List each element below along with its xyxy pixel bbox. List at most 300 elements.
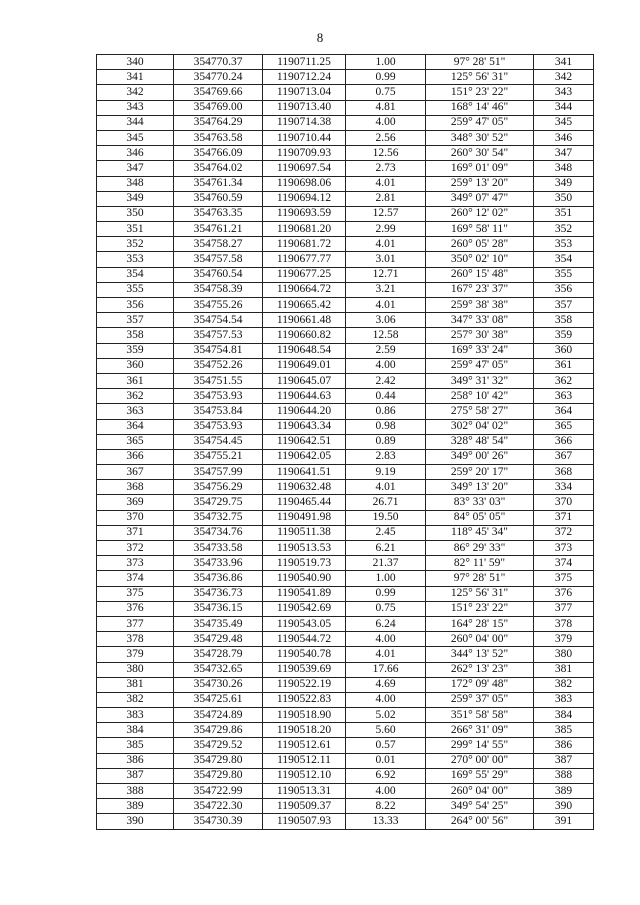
distance-cell: 21.37 <box>346 556 426 571</box>
y-coordinate-cell: 1190542.69 <box>263 601 346 616</box>
bearing-cell: 349° 54' 25" <box>426 799 534 814</box>
x-coordinate-cell: 354761.34 <box>174 176 263 191</box>
table-row <box>97 282 594 297</box>
y-coordinate-cell: 1190649.01 <box>263 358 346 373</box>
point-from-cell: 346 <box>97 146 174 161</box>
point-to-cell: 381 <box>534 662 594 677</box>
x-coordinate-cell: 354758.39 <box>174 282 263 297</box>
bearing-cell: 270° 00' 00" <box>426 753 534 768</box>
x-coordinate-cell: 354733.58 <box>174 541 263 556</box>
bearing-cell: 275° 58' 27" <box>426 404 534 419</box>
table-row <box>97 753 594 768</box>
point-from-cell: 388 <box>97 784 174 799</box>
point-from-cell: 348 <box>97 176 174 191</box>
bearing-cell: 351° 58' 58" <box>426 708 534 723</box>
point-from-cell: 390 <box>97 814 174 829</box>
table-row <box>97 662 594 677</box>
point-to-cell: 371 <box>534 510 594 525</box>
bearing-cell: 125° 56' 31" <box>426 70 534 85</box>
point-from-cell: 340 <box>97 55 174 70</box>
x-coordinate-cell: 354729.52 <box>174 738 263 753</box>
point-to-cell: 346 <box>534 130 594 145</box>
point-to-cell: 382 <box>534 677 594 692</box>
table-row <box>97 571 594 586</box>
distance-cell: 2.81 <box>346 191 426 206</box>
distance-cell: 19.50 <box>346 510 426 525</box>
x-coordinate-cell: 354753.93 <box>174 389 263 404</box>
table-row <box>97 692 594 707</box>
point-to-cell: 359 <box>534 328 594 343</box>
y-coordinate-cell: 1190664.72 <box>263 282 346 297</box>
x-coordinate-cell: 354769.00 <box>174 100 263 115</box>
x-coordinate-cell: 354760.59 <box>174 191 263 206</box>
y-coordinate-cell: 1190512.61 <box>263 738 346 753</box>
x-coordinate-cell: 354732.65 <box>174 662 263 677</box>
y-coordinate-cell: 1190642.51 <box>263 434 346 449</box>
distance-cell: 4.01 <box>346 237 426 252</box>
bearing-cell: 260° 05' 28" <box>426 237 534 252</box>
point-to-cell: 341 <box>534 55 594 70</box>
table-row <box>97 449 594 464</box>
y-coordinate-cell: 1190709.93 <box>263 146 346 161</box>
bearing-cell: 169° 55' 29" <box>426 768 534 783</box>
table-row <box>97 799 594 814</box>
table-row <box>97 313 594 328</box>
point-from-cell: 380 <box>97 662 174 677</box>
distance-cell: 6.24 <box>346 616 426 631</box>
y-coordinate-cell: 1190681.20 <box>263 222 346 237</box>
y-coordinate-cell: 1190660.82 <box>263 328 346 343</box>
point-from-cell: 382 <box>97 692 174 707</box>
bearing-cell: 348° 30' 52" <box>426 130 534 145</box>
y-coordinate-cell: 1190522.19 <box>263 677 346 692</box>
point-to-cell: 380 <box>534 647 594 662</box>
point-to-cell: 356 <box>534 282 594 297</box>
bearing-cell: 118° 45' 34" <box>426 525 534 540</box>
bearing-cell: 167° 23' 37" <box>426 282 534 297</box>
table-row <box>97 343 594 358</box>
bearing-cell: 169° 58' 11" <box>426 222 534 237</box>
bearing-cell: 125° 56' 31" <box>426 586 534 601</box>
table-row <box>97 130 594 145</box>
x-coordinate-cell: 354755.26 <box>174 298 263 313</box>
distance-cell: 4.01 <box>346 480 426 495</box>
point-to-cell: 344 <box>534 100 594 115</box>
distance-cell: 0.89 <box>346 434 426 449</box>
y-coordinate-cell: 1190539.69 <box>263 662 346 677</box>
y-coordinate-cell: 1190541.89 <box>263 586 346 601</box>
table-row <box>97 738 594 753</box>
distance-cell: 4.00 <box>346 632 426 647</box>
point-to-cell: 389 <box>534 784 594 799</box>
point-to-cell: 365 <box>534 419 594 434</box>
y-coordinate-cell: 1190544.72 <box>263 632 346 647</box>
table-row <box>97 784 594 799</box>
point-to-cell: 358 <box>534 313 594 328</box>
y-coordinate-cell: 1190465.44 <box>263 495 346 510</box>
y-coordinate-cell: 1190513.53 <box>263 541 346 556</box>
table-row <box>97 586 594 601</box>
bearing-cell: 83° 33' 03" <box>426 495 534 510</box>
y-coordinate-cell: 1190518.90 <box>263 708 346 723</box>
y-coordinate-cell: 1190665.42 <box>263 298 346 313</box>
y-coordinate-cell: 1190644.20 <box>263 404 346 419</box>
bearing-cell: 349° 31' 32" <box>426 373 534 388</box>
point-to-cell: 355 <box>534 267 594 282</box>
table-row <box>97 328 594 343</box>
point-from-cell: 364 <box>97 419 174 434</box>
y-coordinate-cell: 1190677.77 <box>263 252 346 267</box>
point-to-cell: 334 <box>534 480 594 495</box>
distance-cell: 2.42 <box>346 373 426 388</box>
distance-cell: 12.57 <box>346 206 426 221</box>
distance-cell: 0.75 <box>346 85 426 100</box>
point-to-cell: 383 <box>534 692 594 707</box>
x-coordinate-cell: 354763.58 <box>174 130 263 145</box>
point-from-cell: 369 <box>97 495 174 510</box>
table-row <box>97 176 594 191</box>
point-to-cell: 387 <box>534 753 594 768</box>
point-to-cell: 348 <box>534 161 594 176</box>
distance-cell: 26.71 <box>346 495 426 510</box>
y-coordinate-cell: 1190694.12 <box>263 191 346 206</box>
table-row <box>97 298 594 313</box>
bearing-cell: 264° 00' 56" <box>426 814 534 829</box>
point-from-cell: 372 <box>97 541 174 556</box>
distance-cell: 0.44 <box>346 389 426 404</box>
point-from-cell: 386 <box>97 753 174 768</box>
y-coordinate-cell: 1190643.34 <box>263 419 346 434</box>
distance-cell: 0.01 <box>346 753 426 768</box>
bearing-cell: 151° 23' 22" <box>426 601 534 616</box>
distance-cell: 0.57 <box>346 738 426 753</box>
distance-cell: 5.60 <box>346 723 426 738</box>
distance-cell: 4.01 <box>346 298 426 313</box>
distance-cell: 4.81 <box>346 100 426 115</box>
table-row <box>97 191 594 206</box>
y-coordinate-cell: 1190661.48 <box>263 313 346 328</box>
table-row <box>97 541 594 556</box>
point-from-cell: 361 <box>97 373 174 388</box>
table-row <box>97 480 594 495</box>
table-row <box>97 525 594 540</box>
distance-cell: 13.33 <box>346 814 426 829</box>
x-coordinate-cell: 354752.26 <box>174 358 263 373</box>
point-from-cell: 377 <box>97 616 174 631</box>
y-coordinate-cell: 1190645.07 <box>263 373 346 388</box>
table-body <box>97 55 594 830</box>
point-from-cell: 355 <box>97 282 174 297</box>
bearing-cell: 97° 28' 51" <box>426 571 534 586</box>
x-coordinate-cell: 354722.30 <box>174 799 263 814</box>
distance-cell: 2.73 <box>346 161 426 176</box>
x-coordinate-cell: 354756.29 <box>174 480 263 495</box>
x-coordinate-cell: 354735.49 <box>174 616 263 631</box>
point-from-cell: 354 <box>97 267 174 282</box>
point-to-cell: 374 <box>534 556 594 571</box>
table-row <box>97 373 594 388</box>
point-to-cell: 378 <box>534 616 594 631</box>
table-row <box>97 434 594 449</box>
point-from-cell: 366 <box>97 449 174 464</box>
bearing-cell: 350° 02' 10" <box>426 252 534 267</box>
point-from-cell: 347 <box>97 161 174 176</box>
point-to-cell: 377 <box>534 601 594 616</box>
distance-cell: 2.83 <box>346 449 426 464</box>
y-coordinate-cell: 1190507.93 <box>263 814 346 829</box>
point-from-cell: 371 <box>97 525 174 540</box>
distance-cell: 17.66 <box>346 662 426 677</box>
point-from-cell: 358 <box>97 328 174 343</box>
bearing-cell: 164° 28' 15" <box>426 616 534 631</box>
point-to-cell: 364 <box>534 404 594 419</box>
point-to-cell: 385 <box>534 723 594 738</box>
point-to-cell: 368 <box>534 465 594 480</box>
table-row <box>97 161 594 176</box>
point-from-cell: 357 <box>97 313 174 328</box>
bearing-cell: 151° 23' 22" <box>426 85 534 100</box>
bearing-cell: 84° 05' 05" <box>426 510 534 525</box>
table-row <box>97 237 594 252</box>
table-row <box>97 677 594 692</box>
x-coordinate-cell: 354729.80 <box>174 768 263 783</box>
table-row <box>97 252 594 267</box>
point-from-cell: 343 <box>97 100 174 115</box>
y-coordinate-cell: 1190714.38 <box>263 115 346 130</box>
point-to-cell: 367 <box>534 449 594 464</box>
point-to-cell: 388 <box>534 768 594 783</box>
y-coordinate-cell: 1190511.38 <box>263 525 346 540</box>
table-row <box>97 100 594 115</box>
distance-cell: 0.98 <box>346 419 426 434</box>
distance-cell: 0.99 <box>346 586 426 601</box>
table-row <box>97 601 594 616</box>
point-from-cell: 342 <box>97 85 174 100</box>
x-coordinate-cell: 354734.76 <box>174 525 263 540</box>
distance-cell: 4.00 <box>346 358 426 373</box>
point-to-cell: 373 <box>534 541 594 556</box>
bearing-cell: 97° 28' 51" <box>426 55 534 70</box>
y-coordinate-cell: 1190632.48 <box>263 480 346 495</box>
distance-cell: 1.00 <box>346 55 426 70</box>
y-coordinate-cell: 1190518.20 <box>263 723 346 738</box>
y-coordinate-cell: 1190681.72 <box>263 237 346 252</box>
y-coordinate-cell: 1190712.24 <box>263 70 346 85</box>
x-coordinate-cell: 354724.89 <box>174 708 263 723</box>
bearing-cell: 260° 15' 48" <box>426 267 534 282</box>
y-coordinate-cell: 1190491.98 <box>263 510 346 525</box>
point-from-cell: 360 <box>97 358 174 373</box>
point-from-cell: 373 <box>97 556 174 571</box>
bearing-cell: 344° 13' 52" <box>426 647 534 662</box>
distance-cell: 3.06 <box>346 313 426 328</box>
bearing-cell: 349° 13' 20" <box>426 480 534 495</box>
bearing-cell: 347° 33' 08" <box>426 313 534 328</box>
point-from-cell: 363 <box>97 404 174 419</box>
bearing-cell: 259° 38' 38" <box>426 298 534 313</box>
page-number: 8 <box>316 30 324 45</box>
distance-cell: 0.75 <box>346 601 426 616</box>
point-from-cell: 341 <box>97 70 174 85</box>
distance-cell: 0.86 <box>346 404 426 419</box>
x-coordinate-cell: 354730.26 <box>174 677 263 692</box>
x-coordinate-cell: 354754.54 <box>174 313 263 328</box>
point-from-cell: 383 <box>97 708 174 723</box>
point-to-cell: 354 <box>534 252 594 267</box>
table-row <box>97 222 594 237</box>
y-coordinate-cell: 1190512.11 <box>263 753 346 768</box>
x-coordinate-cell: 354769.66 <box>174 85 263 100</box>
x-coordinate-cell: 354728.79 <box>174 647 263 662</box>
point-from-cell: 381 <box>97 677 174 692</box>
table-row <box>97 70 594 85</box>
x-coordinate-cell: 354722.99 <box>174 784 263 799</box>
table-row <box>97 632 594 647</box>
point-from-cell: 345 <box>97 130 174 145</box>
y-coordinate-cell: 1190519.73 <box>263 556 346 571</box>
bearing-cell: 86° 29' 33" <box>426 541 534 556</box>
point-from-cell: 375 <box>97 586 174 601</box>
table-row <box>97 465 594 480</box>
point-from-cell: 350 <box>97 206 174 221</box>
point-to-cell: 350 <box>534 191 594 206</box>
distance-cell: 4.01 <box>346 647 426 662</box>
point-to-cell: 361 <box>534 358 594 373</box>
point-from-cell: 370 <box>97 510 174 525</box>
point-from-cell: 359 <box>97 343 174 358</box>
coordinates-table <box>96 54 594 830</box>
x-coordinate-cell: 354753.84 <box>174 404 263 419</box>
point-from-cell: 379 <box>97 647 174 662</box>
distance-cell: 9.19 <box>346 465 426 480</box>
point-from-cell: 374 <box>97 571 174 586</box>
y-coordinate-cell: 1190711.25 <box>263 55 346 70</box>
y-coordinate-cell: 1190540.78 <box>263 647 346 662</box>
point-to-cell: 353 <box>534 237 594 252</box>
point-from-cell: 362 <box>97 389 174 404</box>
table-row <box>97 115 594 130</box>
table-row <box>97 419 594 434</box>
bearing-cell: 259° 47' 05" <box>426 358 534 373</box>
x-coordinate-cell: 354754.45 <box>174 434 263 449</box>
table-row <box>97 556 594 571</box>
table-row <box>97 510 594 525</box>
point-from-cell: 384 <box>97 723 174 738</box>
bearing-cell: 302° 04' 02" <box>426 419 534 434</box>
distance-cell: 8.22 <box>346 799 426 814</box>
x-coordinate-cell: 354761.21 <box>174 222 263 237</box>
distance-cell: 0.99 <box>346 70 426 85</box>
point-to-cell: 351 <box>534 206 594 221</box>
bearing-cell: 82° 11' 59" <box>426 556 534 571</box>
point-to-cell: 379 <box>534 632 594 647</box>
x-coordinate-cell: 354770.37 <box>174 55 263 70</box>
x-coordinate-cell: 354736.86 <box>174 571 263 586</box>
distance-cell: 4.01 <box>346 176 426 191</box>
point-to-cell: 363 <box>534 389 594 404</box>
distance-cell: 3.21 <box>346 282 426 297</box>
distance-cell: 4.00 <box>346 692 426 707</box>
x-coordinate-cell: 354757.53 <box>174 328 263 343</box>
bearing-cell: 299° 14' 55" <box>426 738 534 753</box>
point-to-cell: 366 <box>534 434 594 449</box>
bearing-cell: 169° 01' 09" <box>426 161 534 176</box>
point-to-cell: 343 <box>534 85 594 100</box>
x-coordinate-cell: 354760.54 <box>174 267 263 282</box>
point-from-cell: 378 <box>97 632 174 647</box>
point-to-cell: 349 <box>534 176 594 191</box>
point-to-cell: 390 <box>534 799 594 814</box>
bearing-cell: 257° 30' 38" <box>426 328 534 343</box>
bearing-cell: 349° 07' 47" <box>426 191 534 206</box>
bearing-cell: 260° 12' 02" <box>426 206 534 221</box>
distance-cell: 12.58 <box>346 328 426 343</box>
x-coordinate-cell: 354755.21 <box>174 449 263 464</box>
distance-cell: 4.00 <box>346 784 426 799</box>
distance-cell: 4.00 <box>346 115 426 130</box>
point-to-cell: 347 <box>534 146 594 161</box>
bearing-cell: 258° 10' 42" <box>426 389 534 404</box>
point-to-cell: 370 <box>534 495 594 510</box>
x-coordinate-cell: 354763.35 <box>174 206 263 221</box>
distance-cell: 2.59 <box>346 343 426 358</box>
point-from-cell: 389 <box>97 799 174 814</box>
x-coordinate-cell: 354770.24 <box>174 70 263 85</box>
y-coordinate-cell: 1190522.83 <box>263 692 346 707</box>
table-row <box>97 404 594 419</box>
x-coordinate-cell: 354758.27 <box>174 237 263 252</box>
point-to-cell: 372 <box>534 525 594 540</box>
table-row <box>97 146 594 161</box>
x-coordinate-cell: 354733.96 <box>174 556 263 571</box>
x-coordinate-cell: 354730.39 <box>174 814 263 829</box>
x-coordinate-cell: 354732.75 <box>174 510 263 525</box>
distance-cell: 12.71 <box>346 267 426 282</box>
x-coordinate-cell: 354736.73 <box>174 586 263 601</box>
y-coordinate-cell: 1190713.04 <box>263 85 346 100</box>
point-to-cell: 360 <box>534 343 594 358</box>
table-row <box>97 55 594 70</box>
point-from-cell: 368 <box>97 480 174 495</box>
bearing-cell: 349° 00' 26" <box>426 449 534 464</box>
point-to-cell: 384 <box>534 708 594 723</box>
y-coordinate-cell: 1190677.25 <box>263 267 346 282</box>
x-coordinate-cell: 354764.29 <box>174 115 263 130</box>
point-from-cell: 365 <box>97 434 174 449</box>
point-to-cell: 391 <box>534 814 594 829</box>
y-coordinate-cell: 1190509.37 <box>263 799 346 814</box>
distance-cell: 2.99 <box>346 222 426 237</box>
point-from-cell: 387 <box>97 768 174 783</box>
point-from-cell: 351 <box>97 222 174 237</box>
distance-cell: 6.21 <box>346 541 426 556</box>
bearing-cell: 259° 47' 05" <box>426 115 534 130</box>
y-coordinate-cell: 1190693.59 <box>263 206 346 221</box>
x-coordinate-cell: 354764.02 <box>174 161 263 176</box>
bearing-cell: 260° 04' 00" <box>426 784 534 799</box>
point-from-cell: 344 <box>97 115 174 130</box>
point-to-cell: 352 <box>534 222 594 237</box>
y-coordinate-cell: 1190644.63 <box>263 389 346 404</box>
table-row <box>97 814 594 829</box>
table-row <box>97 267 594 282</box>
table-row <box>97 206 594 221</box>
x-coordinate-cell: 354736.15 <box>174 601 263 616</box>
y-coordinate-cell: 1190540.90 <box>263 571 346 586</box>
y-coordinate-cell: 1190697.54 <box>263 161 346 176</box>
distance-cell: 3.01 <box>346 252 426 267</box>
y-coordinate-cell: 1190641.51 <box>263 465 346 480</box>
